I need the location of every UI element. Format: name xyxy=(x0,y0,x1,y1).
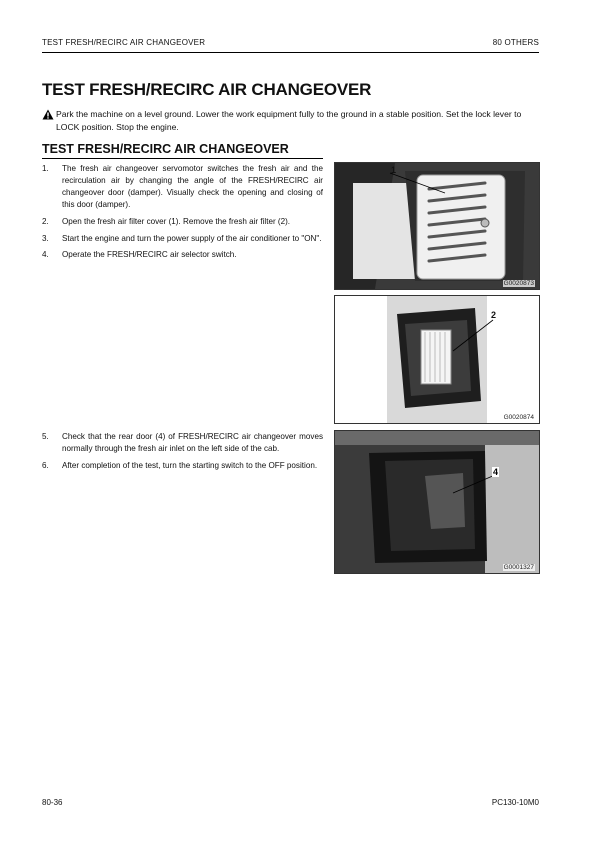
figure-air-filter xyxy=(334,295,540,424)
step-number: 2. xyxy=(42,216,49,226)
header-section-title: TEST FRESH/RECIRC AIR CHANGEOVER xyxy=(42,38,206,47)
steps-list-1 xyxy=(42,163,323,266)
callout-label: 2 xyxy=(491,310,497,320)
page-title: TEST FRESH/RECIRC AIR CHANGEOVER xyxy=(42,80,372,99)
header-rule xyxy=(42,52,539,53)
model-code: PC130-10M0 xyxy=(491,798,539,807)
step-text: Operate the FRESH/RECIRC air selector switch. xyxy=(62,250,237,260)
step-item xyxy=(42,163,323,211)
figure-id: G0020874 xyxy=(503,414,534,421)
step-number: 3. xyxy=(42,233,49,243)
figure-filter-cover xyxy=(334,162,540,290)
step-item xyxy=(42,249,323,261)
figure-id: G0020873 xyxy=(503,280,534,287)
step-item xyxy=(42,460,323,472)
step-number: 6. xyxy=(42,460,49,470)
air-filter-photo xyxy=(335,296,539,423)
warning-text: Park the machine on a level ground. Lower the work equipment fully to the ground in a stable position. Set the lock lever to LOCK position. Stop the engine. xyxy=(56,109,522,132)
page-header xyxy=(42,38,539,50)
step-item xyxy=(42,233,323,245)
warning-triangle-icon xyxy=(42,109,54,120)
callout-label: 4 xyxy=(493,467,499,477)
step-item xyxy=(42,431,323,455)
step-number: 5. xyxy=(42,432,49,441)
warning-note xyxy=(42,108,539,133)
rear-door-photo xyxy=(335,431,539,573)
step-text: Start the engine and turn the power supply of the air conditioner to "ON". xyxy=(62,233,322,243)
figure-id: G0001327 xyxy=(503,564,534,571)
step-number: 4. xyxy=(42,250,49,260)
step-text: Open the fresh air filter cover (1). Remove the fresh air filter (2). xyxy=(62,216,291,226)
steps-list-2 xyxy=(42,431,323,477)
step-text: The fresh air changeover servomotor switches the fresh air and the recirculation air by changing the angle of the FRESH/RECIRC air changeover door (damper). Visually check the opening and closing of this door (damper). xyxy=(62,164,323,209)
step-number: 1. xyxy=(42,164,49,173)
callout-label: 1 xyxy=(391,165,397,175)
section-rule xyxy=(42,158,323,159)
figure-rear-door xyxy=(334,430,540,574)
step-text: After completion of the test, turn the starting switch to the OFF position. xyxy=(62,460,318,470)
section-title: TEST FRESH/RECIRC AIR CHANGEOVER xyxy=(42,142,289,156)
header-chapter: 80 OTHERS xyxy=(492,38,539,47)
page-number: 80-36 xyxy=(42,798,63,807)
step-text: Check that the rear door (4) of FRESH/RECIRC air changeover moves normally through the fresh air inlet on the left side of the cab. xyxy=(62,432,323,453)
filter-cover-photo xyxy=(335,163,539,289)
step-item xyxy=(42,216,323,228)
